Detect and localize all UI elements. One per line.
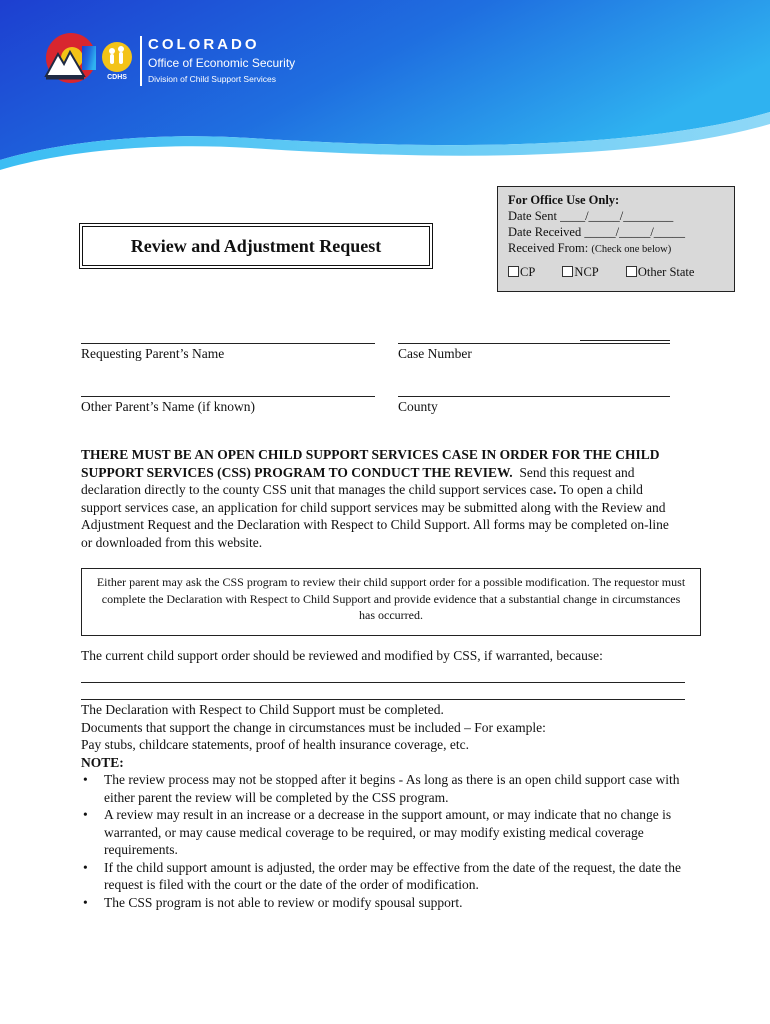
list-item xyxy=(81,859,701,894)
case-number-label: Case Number xyxy=(398,346,472,361)
note-text: If the child support amount is adjusted, the order may be effective from the date of the request, the date the request is filed with the court or the date of the order of modification. xyxy=(104,859,682,892)
bullet-icon: • xyxy=(83,894,88,910)
list-item xyxy=(81,894,701,912)
list-item xyxy=(81,806,701,859)
info-box: Either parent may ask the CSS program to review their child support order for a possible modification. The requestor must complete the Declaration with Respect to Child Support and provide evidence that a substantial change in circumstances has occurred. xyxy=(81,568,701,636)
date-received-field[interactable]: Date Received _____/_____/_____ xyxy=(508,225,686,239)
date-sent-field[interactable]: Date Sent ____/_____/________ xyxy=(508,209,674,223)
intro-text-2: To open a child support services case, an application for child support services may be submitted along with the Review and Adjustment Request and the Declaration with Respect to Child Support. All forms may be completed on-line or downloaded from this website. xyxy=(81,482,669,550)
ncp-label: NCP xyxy=(574,265,599,279)
logo-divider xyxy=(140,36,142,86)
state-name: COLORADO xyxy=(148,36,260,53)
office-use-box xyxy=(497,186,735,292)
colorado-c-logo-icon xyxy=(44,32,98,84)
cdhs-logo-icon xyxy=(98,40,136,82)
ncp-checkbox[interactable] xyxy=(562,266,573,277)
received-from-label: Received From: xyxy=(508,241,589,255)
case-number-input-extension xyxy=(580,340,670,341)
cdhs-label: CDHS xyxy=(107,74,127,81)
notes-list xyxy=(81,771,701,911)
list-item xyxy=(81,771,701,806)
requirement-documents: Documents that support the change in circumstances must be included – For example: xyxy=(81,719,546,735)
requirement-declaration: The Declaration with Respect to Child Support must be completed. xyxy=(81,702,444,717)
case-number-input[interactable] xyxy=(398,343,670,344)
division-name: Division of Child Support Services xyxy=(148,74,277,84)
requirement-examples: Pay stubs, childcare statements, proof of health insurance coverage, etc. xyxy=(81,737,469,752)
county-input[interactable] xyxy=(398,396,670,397)
note-text: The review process may not be stopped after it begins - As long as there is an open child support case with either parent the review will be completed by the CSS program. xyxy=(104,772,680,805)
cp-checkbox[interactable] xyxy=(508,266,519,277)
office-name: Office of Economic Security xyxy=(148,56,296,70)
requesting-parent-label: Requesting Parent’s Name xyxy=(81,346,225,361)
reason-input-line-1[interactable] xyxy=(81,682,685,683)
intro-paragraph xyxy=(81,446,681,551)
note-text: A review may result in an increase or a decrease in the support amount, or may indicate that no change is warranted, or may cause medical coverage to be required, or may modify existing medical coverage requirements. xyxy=(104,807,672,857)
intro-text-1: Send this request and declaration directly to the county CSS unit that manages the child support services case xyxy=(81,464,635,497)
other-state-label: Other State xyxy=(637,265,695,279)
intro-period: . xyxy=(553,482,557,497)
option-cp[interactable] xyxy=(508,265,547,279)
form-title-box xyxy=(79,223,433,269)
other-state-checkbox[interactable] xyxy=(626,266,637,277)
note-heading: NOTE: xyxy=(81,754,124,770)
reason-input-line-2[interactable] xyxy=(81,699,685,700)
other-parent-label: Other Parent’s Name (if known) xyxy=(81,399,255,414)
county-label: County xyxy=(398,399,438,414)
requesting-parent-name-input[interactable] xyxy=(81,343,375,344)
bullet-icon: • xyxy=(83,772,88,787)
received-from-row xyxy=(508,240,724,258)
bullet-icon: • xyxy=(83,807,88,822)
bullet-icon: • xyxy=(83,859,88,875)
form-title: Review and Adjustment Request xyxy=(82,226,430,266)
header-banner xyxy=(0,0,770,170)
cp-label: CP xyxy=(520,265,536,279)
reason-prompt: The current child support order should be reviewed and modified by CSS, if warranted, because: xyxy=(81,648,603,663)
note-text: The CSS program is not able to review or modify spousal support. xyxy=(104,894,463,910)
office-use-title: For Office Use Only: xyxy=(508,193,620,207)
organization-name xyxy=(148,36,295,86)
received-from-options xyxy=(508,264,724,280)
option-ncp[interactable] xyxy=(562,265,610,279)
other-parent-name-input[interactable] xyxy=(81,396,375,397)
check-note: (Check one below) xyxy=(591,244,672,255)
header-background xyxy=(0,0,770,170)
option-other-state[interactable] xyxy=(626,265,707,279)
intro-bold-notice: THERE MUST BE AN OPEN CHILD SUPPORT SERVICES CASE IN ORDER FOR THE CHILD SUPPORT SERVICES (CSS) PROGRAM TO CONDUCT THE REVIEW. xyxy=(81,447,660,480)
requirements-section xyxy=(81,701,701,911)
